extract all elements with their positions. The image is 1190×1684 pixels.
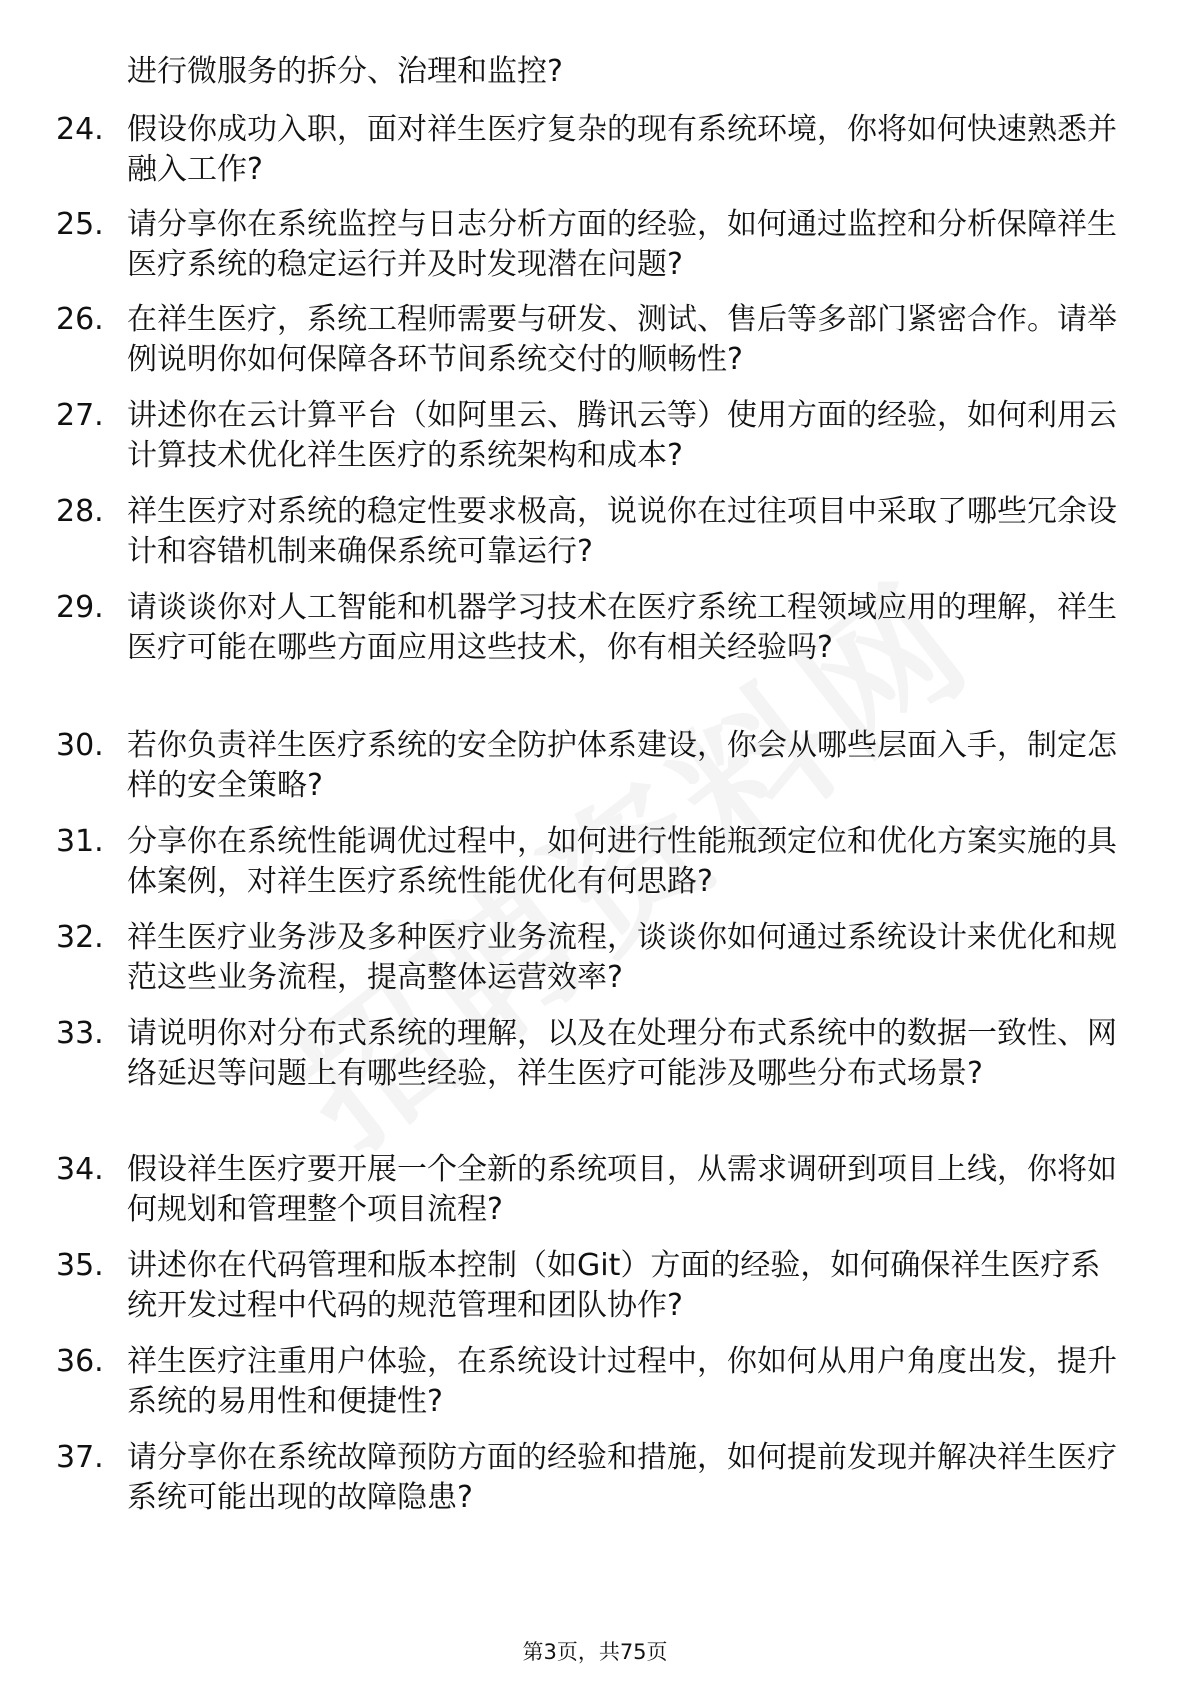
question-item (56, 300, 1126, 380)
question-number: 30. (56, 728, 104, 763)
question-text: 讲述你在云计算平台（如阿里云、腾讯云等）使用方面的经验，如何利用云计算技术优化祥生医疗的系统架构和成本? (127, 398, 1117, 473)
question-item (56, 726, 1126, 806)
question-text: 假设祥生医疗要开展一个全新的系统项目，从需求调研到项目上线，你将如何规划和管理整个项目流程? (127, 1152, 1117, 1227)
question-text: 祥生医疗对系统的稳定性要求极高，说说你在过往项目中采取了哪些冗余设计和容错机制来确保系统可靠运行? (127, 494, 1117, 569)
question-item (56, 110, 1126, 190)
question-number: 36. (56, 1344, 104, 1379)
page-footer: 第3页，共75页 (522, 1640, 668, 1664)
continuation-text: 进行微服务的拆分、治理和监控? (127, 54, 563, 89)
question-text: 在祥生医疗，系统工程师需要与研发、测试、售后等多部门紧密合作。请举例说明你如何保障各环节间系统交付的顺畅性? (127, 302, 1117, 377)
question-text: 请说明你对分布式系统的理解，以及在处理分布式系统中的数据一致性、网络延迟等问题上有哪些经验，祥生医疗可能涉及哪些分布式场景? (127, 1016, 1117, 1091)
question-number: 26. (56, 302, 104, 337)
question-text: 请分享你在系统监控与日志分析方面的经验，如何通过监控和分析保障祥生医疗系统的稳定运行并及时发现潜在问题? (127, 207, 1117, 282)
question-number: 34. (56, 1152, 104, 1187)
question-item (56, 918, 1126, 998)
question-number: 29. (56, 590, 104, 625)
question-item (56, 205, 1126, 285)
question-number: 24. (56, 112, 104, 147)
question-text: 祥生医疗业务涉及多种医疗业务流程，谈谈你如何通过系统设计来优化和规范这些业务流程，提高整体运营效率? (127, 920, 1117, 995)
question-text: 讲述你在代码管理和版本控制（如Git）方面的经验，如何确保祥生医疗系统开发过程中代码的规范管理和团队协作? (127, 1248, 1101, 1323)
question-item (56, 1246, 1126, 1326)
question-text: 假设你成功入职，面对祥生医疗复杂的现有系统环境，你将如何快速熟悉并融入工作? (127, 112, 1117, 187)
question-number: 31. (56, 824, 104, 859)
question-number: 25. (56, 207, 104, 242)
question-text: 若你负责祥生医疗系统的安全防护体系建设，你会从哪些层面入手，制定怎样的安全策略? (127, 728, 1117, 803)
question-number: 33. (56, 1016, 104, 1051)
question-item (56, 588, 1126, 668)
question-item (56, 822, 1126, 902)
question-item (56, 1438, 1126, 1518)
question-number: 27. (56, 398, 104, 433)
question-text: 请谈谈你对人工智能和机器学习技术在医疗系统工程领域应用的理解，祥生医疗可能在哪些方面应用这些技术，你有相关经验吗? (127, 590, 1117, 665)
question-item (56, 396, 1126, 476)
question-item (56, 1014, 1126, 1094)
question-number: 32. (56, 920, 104, 955)
question-text: 分享你在系统性能调优过程中，如何进行性能瓶颈定位和优化方案实施的具体案例，对祥生医疗系统性能优化有何思路? (127, 824, 1117, 899)
question-item (56, 1342, 1126, 1422)
question-text: 祥生医疗注重用户体验，在系统设计过程中，你如何从用户角度出发，提升系统的易用性和便捷性? (127, 1344, 1117, 1419)
question-number: 28. (56, 494, 104, 529)
question-item (56, 492, 1126, 572)
question-text: 请分享你在系统故障预防方面的经验和措施，如何提前发现并解决祥生医疗系统可能出现的故障隐患? (127, 1440, 1117, 1515)
question-item (56, 1150, 1126, 1230)
question-number: 35. (56, 1248, 104, 1283)
question-number: 37. (56, 1440, 104, 1475)
